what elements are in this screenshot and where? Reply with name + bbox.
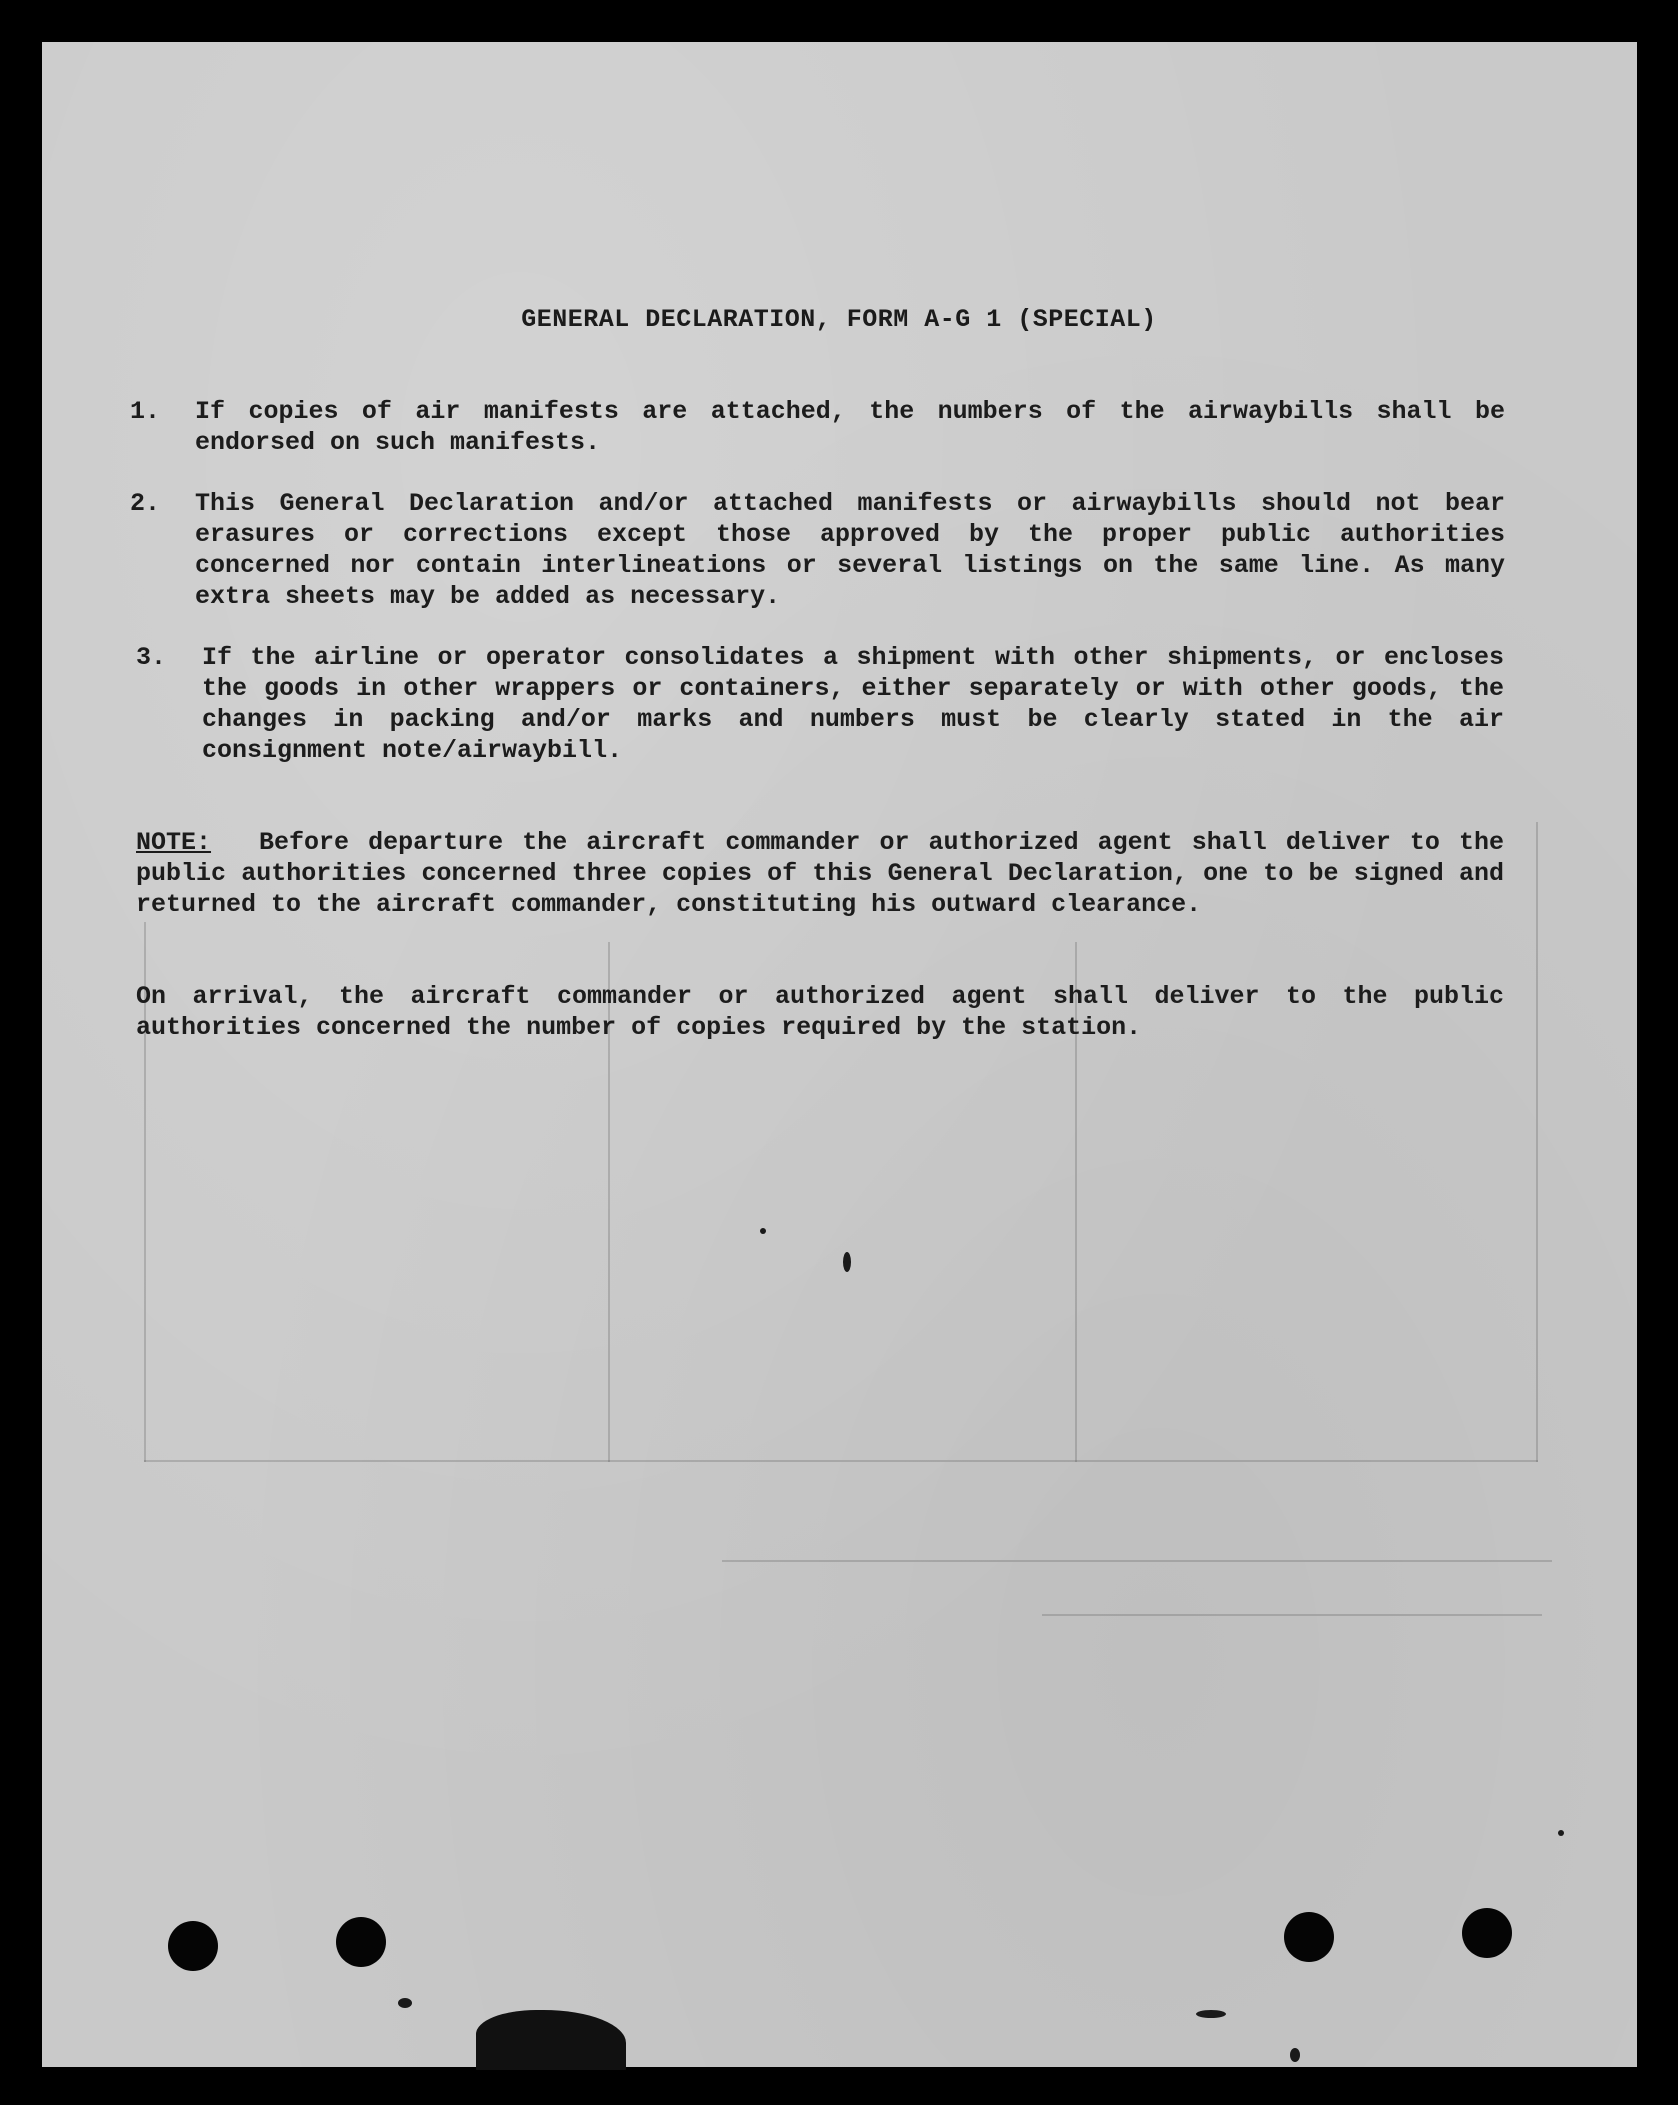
punch-hole [1284,1912,1334,1962]
punch-hole [336,1917,386,1967]
note-text: Before departure the aircraft commander or authorized agent shall deliver to the public authorities concerned three copies of this General Declaration, one to be signed and returned to the aircraft commander, constituting his outward clearance. [136,828,1504,919]
bleed-through-line [1536,822,1538,1462]
ink-speck [1558,1830,1564,1836]
item-number: 2. [130,489,161,518]
item-text: This General Declaration and/or attached manifests or airwaybills should not bear erasures or corrections except those approved by the proper public authorities concerned nor contain interlineations or several listings on the same line. As many extra sheets may be added as necessary. [195,489,1505,611]
item-text: If the airline or operator consolidates a shipment with other shipments, or encloses the goods in other wrappers or containers, either separately or with other goods, the changes in packing and/or marks and numbers must be clearly stated in the air consignment note/airwaybill. [202,643,1504,765]
note-label: NOTE: [136,828,212,857]
ink-speck [843,1252,851,1272]
punch-hole [168,1921,218,1971]
bleed-through-line [722,1560,1552,1562]
arrival-paragraph: On arrival, the aircraft commander or authorized agent shall deliver to the public authorities concerned the number of copies required by the station. [136,982,1504,1042]
bleed-through-line [1042,1614,1542,1616]
item-text: If copies of air manifests are attached, the numbers of the airwaybills shall be endorsed on such manifests. [195,397,1505,457]
document-page [42,42,1637,2067]
ink-speck [1196,2010,1226,2018]
document-title: GENERAL DECLARATION, FORM A-G 1 (SPECIAL) [521,305,1157,334]
ink-speck [1290,2048,1300,2062]
punch-hole [1462,1908,1512,1958]
ink-speck [760,1228,766,1234]
item-number: 1. [130,397,161,426]
ink-speck [398,1998,412,2008]
bleed-through-line [144,1460,1538,1462]
note-paragraph [136,827,1504,920]
item-number: 3. [136,643,167,672]
